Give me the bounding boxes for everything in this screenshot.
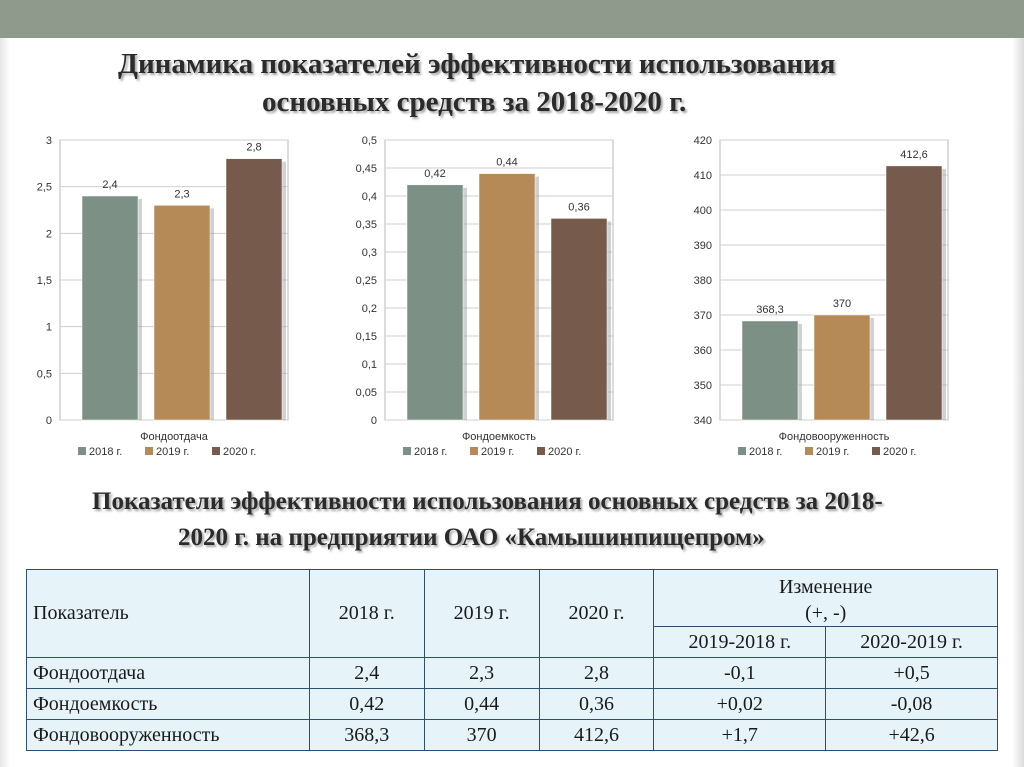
top-banner [0,0,1024,38]
bar-data-label: 370 [832,298,852,310]
y-tick-label: 2 [45,228,52,241]
bar-2019 [814,315,870,420]
right-page-shadow [1012,38,1024,767]
chart-fondootdacha [30,128,305,473]
bar-data-label: 0,36 [568,201,590,214]
header-change-label: Изменение [778,576,873,598]
table-row [27,658,998,689]
chart-fondovooruzhennost [690,128,965,473]
y-tick-label: 350 [693,380,712,392]
x-category-label: Фондоемкость [461,431,537,443]
chart-svg-fondoemkost [355,128,630,473]
row-value-2019: 370 [424,720,539,751]
row-change-2020-2019: +0,5 [826,658,998,689]
legend-label: 2018 г. [89,446,123,458]
chart-svg-fondootdacha [30,128,305,473]
legend-label: 2020 г. [223,446,257,458]
y-tick-label: 340 [693,415,712,427]
table-title-line1: Показатели эффективности использования основных средств за 2018- [92,488,883,515]
y-tick-label: 3 [45,135,52,147]
bar-2020 [226,159,282,420]
legend-swatch-2018 [78,447,86,455]
y-tick-label: 390 [693,240,712,252]
legend-label: 2019 г. [816,446,850,458]
row-value-2018: 0,42 [309,689,424,720]
bar-2020 [886,166,942,420]
y-tick-label: 0,2 [361,303,377,315]
legend-label: 2018 г. [749,446,783,458]
bar-2018 [742,321,798,420]
row-value-2020: 412,6 [539,720,654,751]
bar-data-label: 0,44 [496,156,518,169]
y-tick-label: 0,45 [355,163,377,175]
y-tick-label: 0,5 [361,135,377,147]
row-indicator: Фондоемкость [27,689,310,720]
legend-swatch-2019 [805,447,813,455]
legend-label: 2019 г. [156,446,190,458]
bar-2018 [407,185,463,420]
y-tick-label: 0 [370,415,377,427]
row-indicator: Фондоотдача [27,658,310,689]
y-tick-label: 410 [693,170,712,182]
chart-fondoemkost [355,128,630,473]
y-tick-label: 1,5 [36,275,52,287]
y-tick-label: 0 [45,415,52,427]
bar-data-label: 2,8 [246,141,262,154]
header-change [654,570,998,627]
table-row [27,720,998,751]
legend-swatch-2020 [537,447,545,455]
y-tick-label: 0,25 [355,275,377,287]
y-tick-label: 1 [45,321,52,334]
y-tick-label: 400 [693,205,712,217]
bar-data-label: 2,3 [174,188,190,201]
y-tick-label: 0,1 [361,359,377,371]
row-indicator: Фондовооруженность [27,720,310,751]
bar-2018 [82,196,138,420]
header-indicator: Показатель [27,570,310,658]
bar-data-label: 0,42 [424,167,446,180]
row-value-2018: 2,4 [309,658,424,689]
header-change-2019-2018: 2019-2018 г. [654,627,826,658]
row-value-2019: 2,3 [424,658,539,689]
table-header-row [27,570,998,627]
main-title-line2: основных средств за 2018-2020 г. [262,86,687,118]
y-tick-label: 370 [693,310,712,322]
legend-label: 2019 г. [481,446,515,458]
row-value-2018: 368,3 [309,720,424,751]
y-tick-label: 0,05 [355,387,377,399]
row-value-2020: 0,36 [539,689,654,720]
row-value-2020: 2,8 [539,658,654,689]
row-change-2020-2019: +42,6 [826,720,998,751]
chart-svg-fondovooruzhennost [690,128,965,473]
y-tick-label: 0,3 [361,247,377,259]
bar-data-label: 368,3 [756,303,784,316]
y-tick-label: 360 [693,345,712,357]
row-value-2019: 0,44 [424,689,539,720]
y-tick-label: 0,4 [361,191,377,203]
bar-2019 [154,205,210,420]
legend-swatch-2018 [738,447,746,455]
left-page-shadow [0,38,10,767]
row-change-2019-2018: +0,02 [654,689,826,720]
legend-swatch-2018 [403,447,411,455]
bar-2020 [551,218,607,420]
legend-swatch-2019 [470,447,478,455]
y-tick-label: 380 [693,275,712,287]
header-2019: 2019 г. [424,570,539,658]
table-row [27,689,998,720]
main-title-line1: Динамика показателей эффективности использования [118,48,836,80]
legend-label: 2020 г. [883,446,917,458]
row-change-2019-2018: +1,7 [654,720,826,751]
header-2018: 2018 г. [309,570,424,658]
legend-swatch-2020 [212,447,220,455]
y-tick-label: 0,15 [355,331,377,343]
header-change-2020-2019: 2020-2019 г. [826,627,998,658]
bar-data-label: 2,4 [102,179,118,191]
bar-2019 [479,174,535,420]
y-tick-label: 420 [693,135,712,147]
y-tick-label: 0,35 [355,219,377,231]
legend-label: 2020 г. [548,446,582,458]
y-tick-label: 0,5 [36,368,52,381]
legend-label: 2018 г. [414,446,448,458]
bar-data-label: 412,6 [900,148,928,161]
table-title-line2: 2020 г. на предприятии ОАО «Камышинпищепром» [178,524,765,551]
x-category-label: Фондоотдача [140,431,208,443]
header-change-sign: (+, -) [805,602,847,624]
legend-swatch-2019 [145,447,153,455]
x-category-label: Фондовооруженность [778,431,890,443]
y-tick-label: 2,5 [36,181,52,194]
row-change-2020-2019: -0,08 [826,689,998,720]
legend-swatch-2020 [872,447,880,455]
header-2020: 2020 г. [539,570,654,658]
row-change-2019-2018: -0,1 [654,658,826,689]
indicators-table [26,569,998,751]
